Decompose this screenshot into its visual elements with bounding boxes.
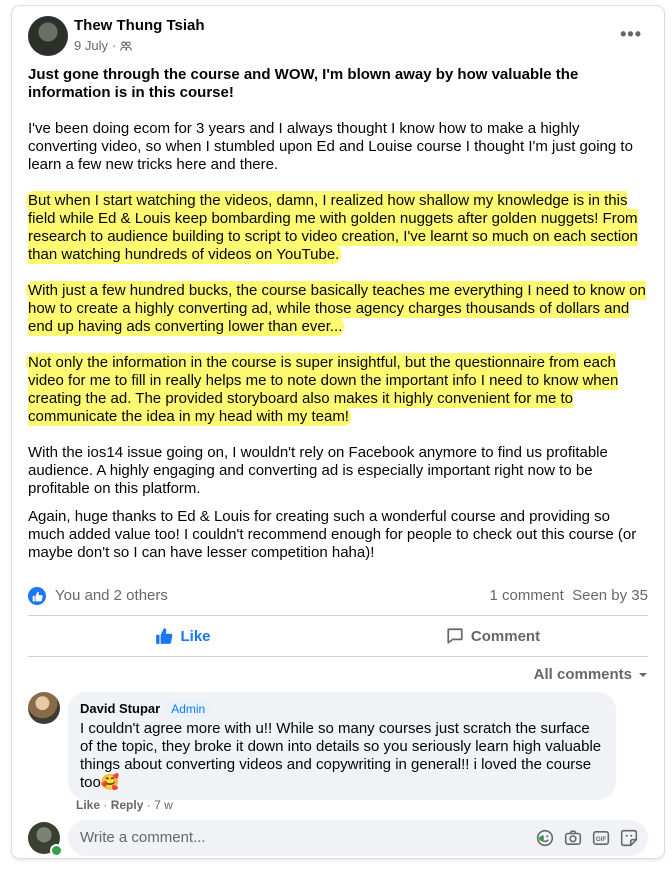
- meta-separator: ·: [111, 38, 117, 53]
- post-paragraph-highlighted: With just a few hundred bucks, the course basically teaches me everything I need to know on how to create a highly converting ad, while those agency charges thousands of dollars and end up having ads converting lower than ever...: [28, 282, 646, 335]
- comment-input-placeholder: Write a comment...: [80, 829, 206, 846]
- admin-badge: Admin: [166, 701, 210, 717]
- post-paragraph: With the ios14 issue going on, I wouldn't rely on Facebook anymore to find us profitable audience. A highly engaging and converting ad is especially important right now to be profitable on this platform.: [28, 444, 608, 497]
- chevron-down-icon: [638, 670, 648, 680]
- like-label: Like: [180, 627, 211, 645]
- comment-bubble: [68, 692, 616, 800]
- post-paragraph-highlighted: But when I start watching the videos, damn, I realized how shallow my knowledge is in this field while Ed & Louis keep bombarding me with golden nuggets after golden nuggets! From research to audience building to script to video creation, I've learnt so much on each section than watching hundreds of videos on YouTube.: [28, 192, 638, 263]
- post-header: [28, 16, 648, 60]
- svg-text:GIF: GIF: [595, 835, 607, 843]
- post-paragraph: I've been doing ecom for 3 years and I always thought I know how to make a highly converting video, so when I stumbled upon Ed and Louise course I thought I'm just going to learn a few new tricks here and there.: [28, 120, 633, 173]
- post-date[interactable]: 9 July: [74, 38, 108, 53]
- post-content: [28, 66, 650, 562]
- gif-icon[interactable]: [592, 829, 610, 847]
- post-paragraph-highlighted: Not only the information in the course is super insightful, but the questionnaire from each video for me to fill in really helps me to note down the important info I need to know when creating the ad. The provided storyboard also makes it highly convenient for me to communicate the idea in my head with my team!: [28, 354, 619, 425]
- divider: [28, 656, 648, 657]
- author-avatar[interactable]: [28, 16, 68, 56]
- more-options-button[interactable]: •••: [620, 24, 642, 44]
- comment-reply-link[interactable]: Reply: [110, 798, 144, 812]
- post-meta: [74, 38, 132, 53]
- post-paragraph: Again, huge thanks to Ed & Louis for creating such a wonderful course and providing so much added value too! I couldn't recommend enough for people to check out this course (or maybe don't so I can have lesser competition haha)!: [28, 508, 637, 561]
- comment-button[interactable]: [338, 616, 648, 656]
- commenter-avatar[interactable]: [28, 692, 60, 724]
- post-stats: [490, 587, 648, 604]
- comment-text: I couldn't agree more with u!! While so many courses just scratch the surface of the topic, they broke it down into details so you seriously learn high valuable things about converting videos and copywriting in general!! i loved the course too🥰: [80, 720, 602, 791]
- comment-icon: [446, 627, 464, 645]
- comment-like-link[interactable]: Like: [76, 798, 101, 812]
- author-name[interactable]: Thew Thung Tsiah: [74, 17, 205, 34]
- separator: ·: [103, 798, 108, 812]
- post-title: Just gone through the course and WOW, I'm blown away by how valuable the information is in this course!: [28, 66, 579, 101]
- composer-tools: [536, 829, 638, 847]
- like-reaction-icon[interactable]: [28, 587, 46, 605]
- comment-count[interactable]: 1 comment: [489, 587, 564, 604]
- members-audience-icon: [120, 40, 132, 52]
- sticker-icon[interactable]: [620, 829, 638, 847]
- seen-count[interactable]: Seen by 35: [572, 587, 648, 604]
- emoji-icon[interactable]: [536, 829, 554, 847]
- like-button[interactable]: [28, 616, 338, 656]
- camera-icon[interactable]: [564, 829, 582, 847]
- comment-actions: [76, 798, 173, 812]
- reactors-text[interactable]: You and 2 others: [55, 587, 168, 604]
- reactions-bar: [28, 586, 648, 606]
- separator: ·: [146, 798, 151, 812]
- post-card: [12, 6, 664, 858]
- all-comments-label: All comments: [533, 666, 632, 683]
- thumbs-up-icon: [155, 627, 173, 645]
- comment-label: Comment: [470, 627, 541, 645]
- all-comments-dropdown[interactable]: [534, 666, 648, 683]
- comment-time[interactable]: 7 w: [154, 798, 173, 812]
- online-status-indicator: [50, 844, 63, 857]
- comment-input[interactable]: [68, 820, 648, 856]
- commenter-name[interactable]: David Stupar: [80, 701, 161, 716]
